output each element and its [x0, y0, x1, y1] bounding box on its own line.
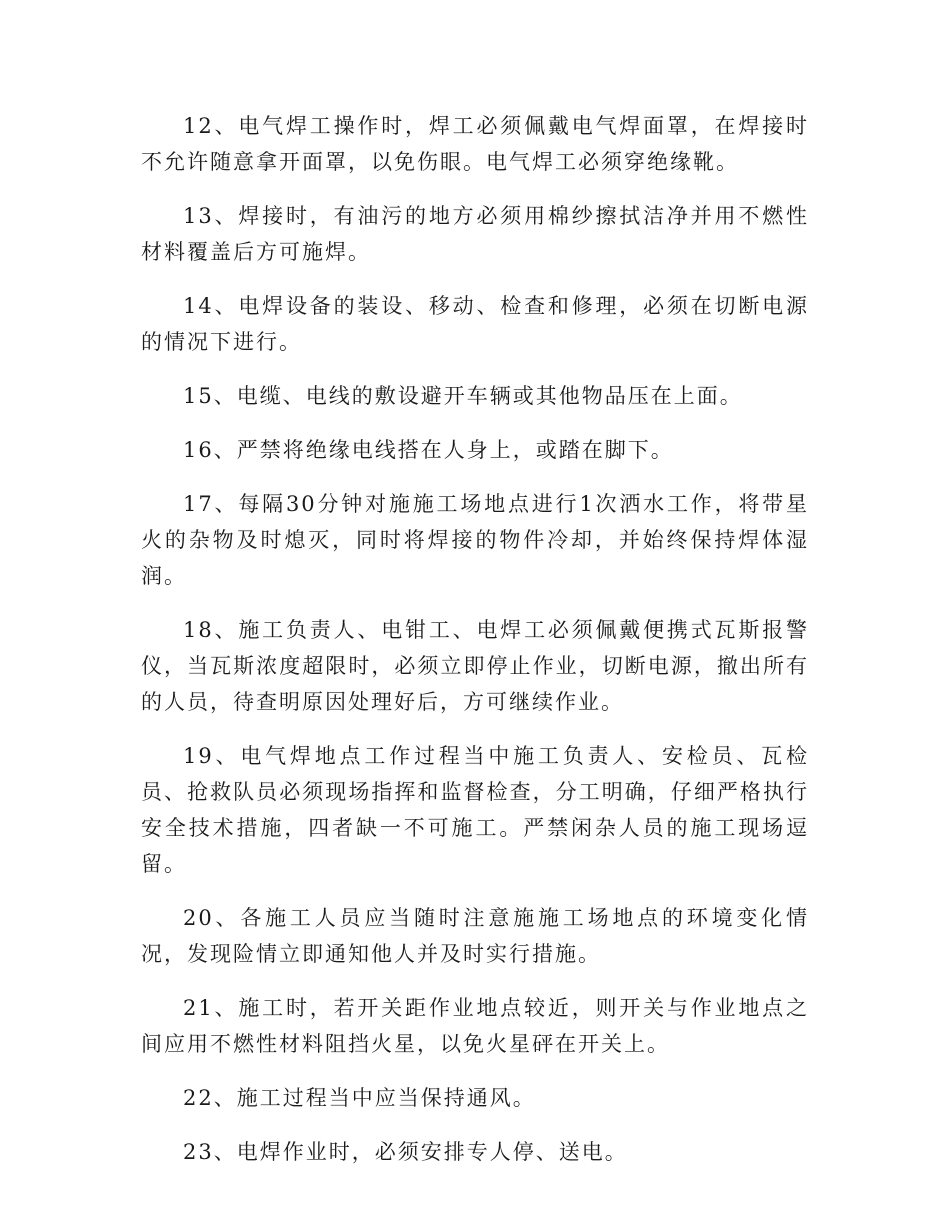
paragraph-15: 15、电缆、电线的敷设避开车辆或其他物品压在上面。 [183, 384, 743, 408]
paragraph-19: 19、电气焊地点工作过程当中施工负责人、安检员、瓦检员、抢救队员必须现场指挥和监督检查，分工明确，仔细严格执行安全技术措施，四者缺一不可施工。严禁闲杂人员的施工现场逗留。 [141, 744, 809, 876]
paragraph-12: 12、电气焊工操作时，焊工必须佩戴电气焊面罩，在焊接时不允许随意拿开面罩，以免伤眼。电气焊工必须穿绝缘靴。 [141, 114, 809, 174]
paragraph-17: 17、每隔30分钟对施施工场地点进行1次洒水工作，将带星火的杂物及时熄灭，同时将焊接的物件冷却，并始终保持焊体湿润。 [141, 492, 809, 588]
paragraph-16: 16、严禁将绝缘电线搭在人身上，或踏在脚下。 [183, 438, 674, 462]
paragraph-20: 20、各施工人员应当随时注意施施工场地点的环境变化情况，发现险情立即通知他人并及时实行措施。 [141, 906, 809, 966]
paragraph-22: 22、施工过程当中应当保持通风。 [183, 1086, 536, 1110]
paragraph-14: 14、电焊设备的装设、移动、检查和修理，必须在切断电源的情况下进行。 [141, 294, 809, 354]
paragraph-18: 18、施工负责人、电钳工、电焊工必须佩戴便携式瓦斯报警仪，当瓦斯浓度超限时，必须立即停止作业，切断电源，撤出所有的人员，待查明原因处理好后，方可继续作业。 [141, 618, 809, 714]
paragraph-13: 13、焊接时，有油污的地方必须用棉纱擦拭洁净并用不燃性材料覆盖后方可施焊。 [141, 204, 809, 264]
document-body [141, 108, 809, 1188]
paragraph-23: 23、电焊作业时，必须安排专人停、送电。 [183, 1140, 628, 1164]
paragraph-21: 21、施工时，若开关距作业地点较近，则开关与作业地点之间应用不燃性材料阻挡火星，以免火星砰在开关上。 [141, 996, 809, 1056]
